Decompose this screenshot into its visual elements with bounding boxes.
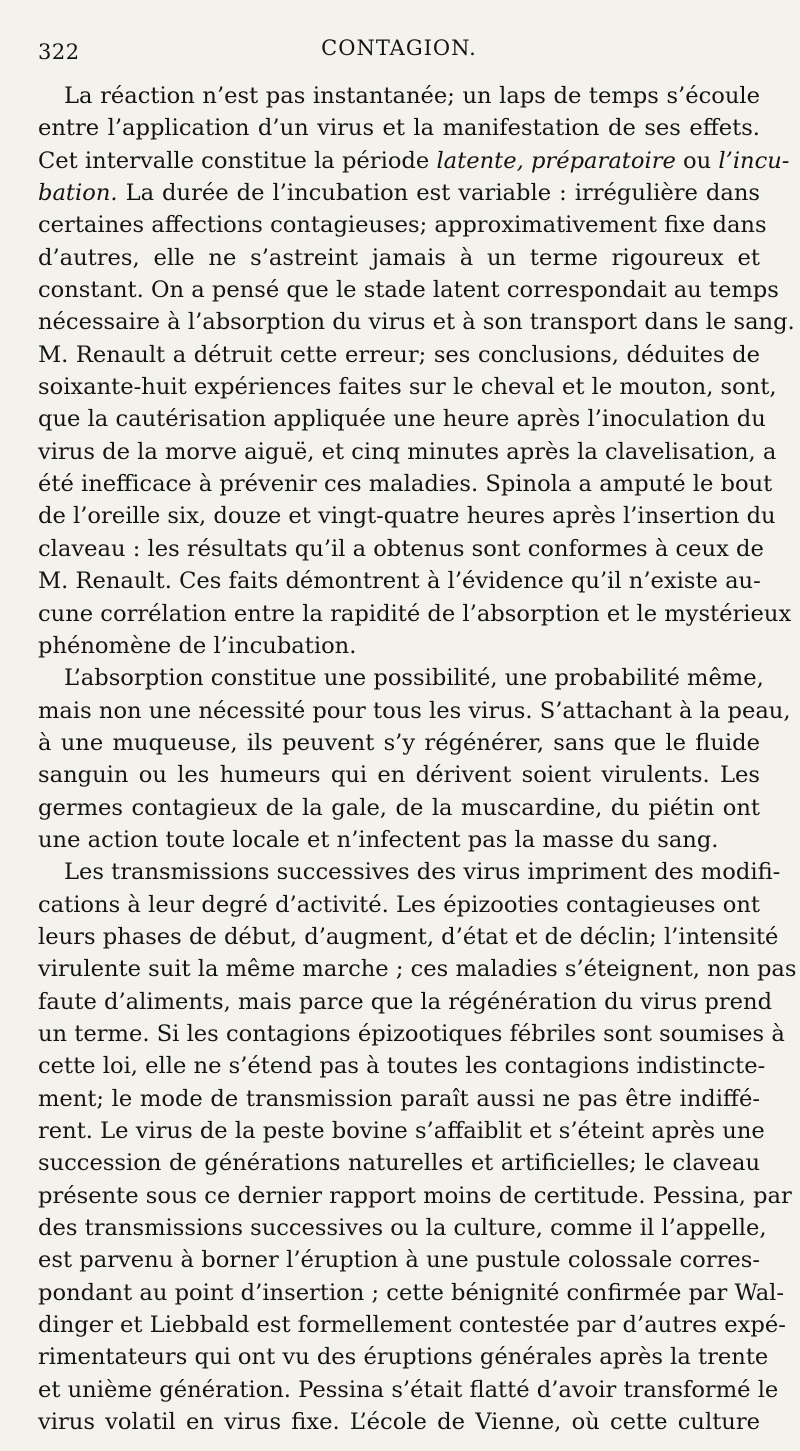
text-line: mais non une nécessité pour tous les virus. S’attachant à la peau,	[38, 697, 791, 724]
text-line: L’absorption constitue une possibilité, une probabilité même,	[64, 665, 764, 692]
text-line: d’autres, elle ne s’astreint jamais à un terme rigoureux et	[38, 244, 760, 271]
text-line: virus de la morve aiguë, et cinq minutes après la clavelisation, a	[38, 438, 777, 465]
paragraph	[38, 856, 797, 1438]
text-line: des transmissions successives ou la culture, comme il l’appelle,	[38, 1215, 767, 1242]
text-line: succession de générations naturelles et artificielles; le claveau	[38, 1150, 760, 1177]
text-line: un terme. Si les contagions épizootiques fébriles sont soumises à	[38, 1020, 785, 1047]
text-line: une action toute locale et n’infectent pas la masse du sang.	[38, 826, 719, 853]
paragraph	[38, 662, 791, 856]
text-line: à une muqueuse, ils peuvent s’y régénérer, sans que le fluide	[38, 729, 760, 756]
body-text	[38, 80, 797, 1438]
text-line: rimentateurs qui ont vu des éruptions générales après la trente	[38, 1344, 769, 1371]
text-line: présente sous ce dernier rapport moins de certitude. Pessina, par	[38, 1182, 792, 1209]
text-line: Les transmissions successives des virus impriment des modifi-	[64, 859, 781, 886]
text-line: cette loi, elle ne s’étend pas à toutes les contagions indistincte-	[38, 1053, 766, 1080]
text-line: M. Renault a détruit cette erreur; ses conclusions, déduites de	[38, 341, 760, 368]
text-line: germes contagieux de la gale, de la muscardine, du piétin ont	[38, 794, 760, 821]
text-line: virus volatil en virus fixe. L’école de Vienne, où cette culture	[38, 1409, 760, 1436]
text-line: et unième génération. Pessina s’était flatté d’avoir transformé le	[38, 1376, 779, 1403]
text-line: que la cautérisation appliquée une heure après l’inoculation du	[38, 406, 766, 433]
page-header	[38, 28, 760, 80]
text-line: ment; le mode de transmission paraît aussi ne pas être indiffé-	[38, 1085, 760, 1112]
text-line: cations à leur degré d’activité. Les épizooties contagieuses ont	[38, 891, 760, 918]
text-line: virulente suit la même marche ; ces maladies s’éteignent, non pas	[38, 956, 797, 983]
text-line: claveau : les résultats qu’il a obtenus sont conformes à ceux de	[38, 535, 764, 562]
text-line: La réaction n’est pas instantanée; un laps de temps s’écoule	[64, 83, 760, 109]
page-number: 322	[38, 40, 80, 64]
text-line: phénomène de l’incubation.	[38, 632, 357, 659]
text-line: pondant au point d’insertion ; cette bénignité confirmée par Wal-	[38, 1279, 785, 1306]
paragraph	[38, 80, 795, 662]
text-line: été inefficace à prévenir ces maladies. Spinola a amputé le bout	[38, 471, 773, 498]
text-line: nécessaire à l’absorption du virus et à son transport dans le sang.	[38, 309, 795, 336]
text-line: dinger et Liebbald est formellement contestée par d’autres expé-	[38, 1312, 786, 1339]
text-line: bation. La durée de l’incubation est variable : irrégulière dans	[38, 180, 760, 207]
text-line: leurs phases de début, d’augment, d’état et de déclin; l’intensité	[38, 923, 779, 950]
text-line: de l’oreille six, douze et vingt-quatre heures après l’insertion du	[38, 503, 776, 530]
running-head: CONTAGION.	[321, 36, 477, 60]
text-line: M. Renault. Ces faits démontrent à l’évidence qu’il n’existe au-	[38, 568, 761, 595]
text-line: certaines affections contagieuses; approximativement fixe dans	[38, 212, 767, 239]
text-line: est parvenu à borner l’éruption à une pustule colossale corres-	[38, 1247, 760, 1274]
text-line: sanguin ou les humeurs qui en dérivent soient virulents. Les	[38, 762, 760, 789]
text-line: cune corrélation entre la rapidité de l’absorption et le mystérieux	[38, 600, 792, 627]
text-line: faute d’aliments, mais parce que la régénération du virus prend	[38, 988, 773, 1015]
text-line: rent. Le virus de la peste bovine s’affaiblit et s’éteint après une	[38, 1118, 765, 1144]
text-line: entre l’application d’un virus et la manifestation de ses effets.	[38, 115, 760, 142]
text-line: constant. On a pensé que le stade latent correspondait au temps	[38, 277, 779, 304]
text-line: Cet intervalle constitue la période latente, préparatoire ou l’incu-	[38, 147, 790, 174]
text-line: soixante-huit expériences faites sur le cheval et le mouton, sont,	[38, 374, 777, 401]
